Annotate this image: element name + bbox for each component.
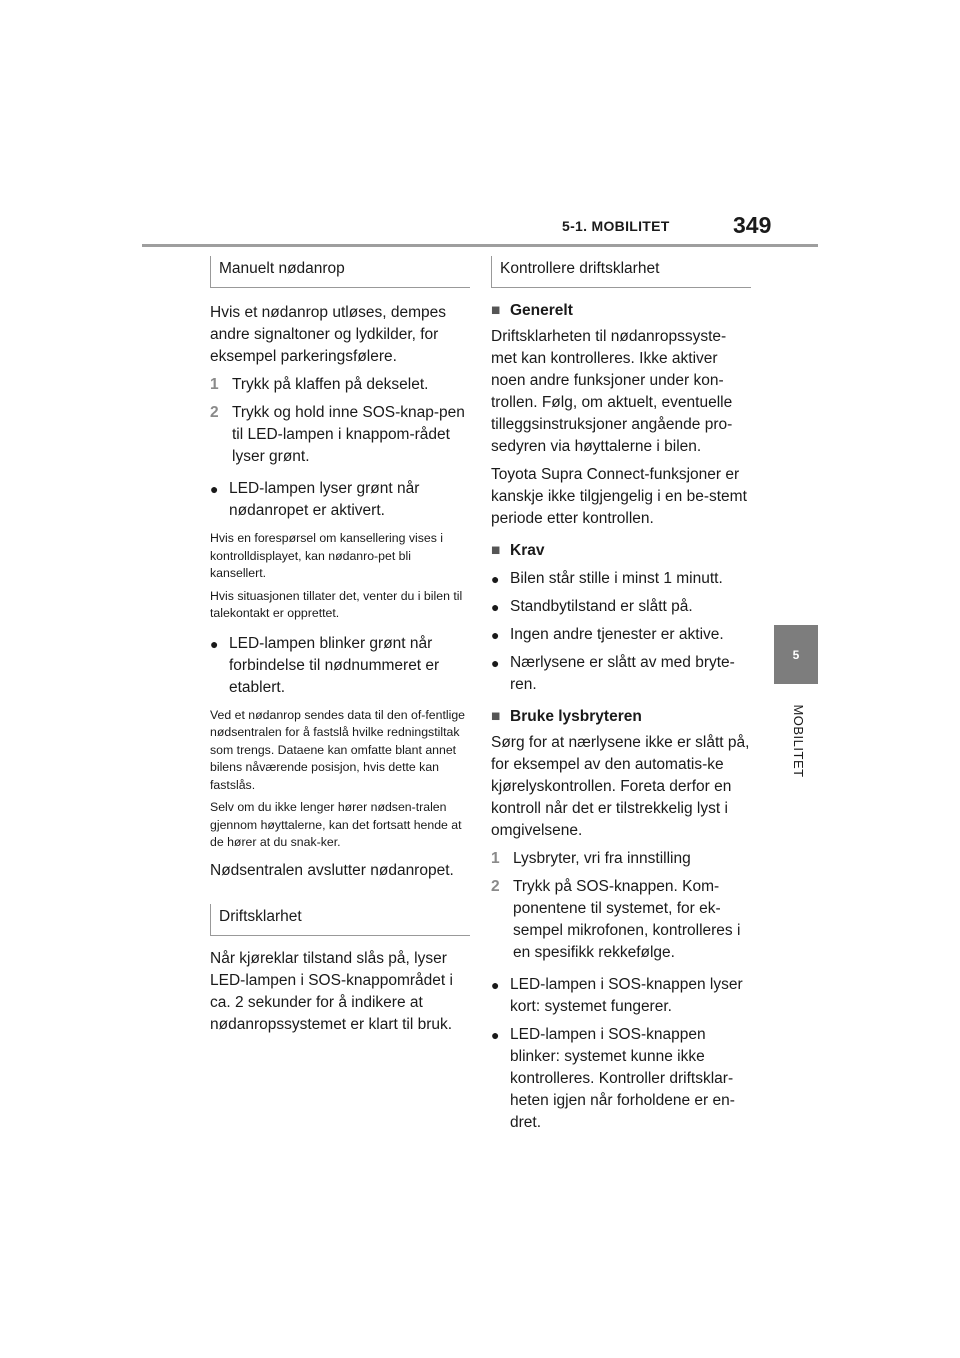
bullet-dot-icon: ● xyxy=(491,977,500,993)
subheading-general xyxy=(491,300,751,322)
bullet-item xyxy=(491,652,751,696)
bullet-text: Ingen andre tjenester er aktive. xyxy=(510,626,724,643)
step-item xyxy=(491,876,751,964)
bullet-item xyxy=(491,974,751,1018)
section-heading-check-readiness: Kontrollere driftsklarhet xyxy=(491,256,751,288)
left-column xyxy=(210,256,470,1036)
section-heading-readiness: Driftsklarhet xyxy=(210,904,470,936)
step-number: 2 xyxy=(491,878,500,895)
bullet-item xyxy=(491,1024,751,1134)
bullet-text: LED-lampen blinker grønt når forbindelse til nødnummeret er etablert. xyxy=(229,634,440,696)
step-number: 2 xyxy=(210,404,219,421)
square-bullet-icon: ■ xyxy=(491,708,501,725)
bullet-dot-icon: ● xyxy=(491,571,500,587)
intro-paragraph: Hvis et nødanrop utløses, dempes andre signaltoner og lydkilder, for eksempel parkeringsfølere. xyxy=(210,304,447,365)
bullet-dot-icon: ● xyxy=(210,635,219,652)
step-text: Trykk og hold inne SOS-knap-pen til LED-lampen i knappom-rådet lyser grønt. xyxy=(232,404,465,465)
section-heading-manual-call: Manuelt nødanrop xyxy=(210,256,470,288)
step-item xyxy=(210,374,470,396)
step-text: Trykk på klaffen på dekselet. xyxy=(232,376,429,393)
bullet-item xyxy=(491,596,751,618)
general-paragraph: Toyota Supra Connect-funksjoner er kanskje ikke tilgjengelig i en be-stemt periode etter kontrollen. xyxy=(491,466,747,527)
square-bullet-icon: ■ xyxy=(491,542,501,559)
note-paragraph: Ved et nødanrop sendes data til den of-fentlige nødsentralen for å fastslå hvilke redningstiltak som trengs. Dataene kan omfatte blant annet bilens nåværende posisjon, hvis dette kan fastslås. xyxy=(210,707,465,792)
step-number: 1 xyxy=(491,850,500,867)
bullet-dot-icon: ● xyxy=(491,1027,500,1043)
chapter-tab: 5 xyxy=(774,625,818,684)
header-divider xyxy=(142,244,818,247)
subheading-text: Generelt xyxy=(510,302,573,319)
bullet-text: Standbytilstand er slått på. xyxy=(510,598,693,615)
bullet-text: LED-lampen lyser grønt når nødanropet er aktivert. xyxy=(229,480,420,519)
right-column xyxy=(491,256,751,1134)
bullet-item xyxy=(491,568,751,590)
step-number: 1 xyxy=(210,376,219,393)
subheading-light-switch xyxy=(491,706,751,728)
step-item xyxy=(210,402,470,468)
bullet-text: Nærlysene er slått av med bryte-ren. xyxy=(510,654,735,693)
note-paragraph: Hvis situasjonen tillater det, venter du i bilen til talekontakt er opprettet. xyxy=(210,588,463,620)
bullet-item xyxy=(491,624,751,646)
page-number: 349 xyxy=(733,212,772,238)
bullet-dot-icon: ● xyxy=(491,655,500,671)
readiness-paragraph: Når kjøreklar tilstand slås på, lyser LED-lampen i SOS-knappområdet i ca. 2 sekunder for å indikere at nødanropssystemet er klart til bruk. xyxy=(210,949,453,1033)
note-paragraph: Hvis en forespørsel om kansellering vises i kontrolldisplayet, kan nødanro-pet bli kansellert. xyxy=(210,531,444,580)
bullet-text: LED-lampen i SOS-knappen blinker: systemet kunne ikke kontrolleres. Kontroller driftsklar-heten igjen når forholdene er en-dret. xyxy=(510,1026,735,1131)
switch-paragraph: Sørg for at nærlysene ikke er slått på, for eksempel av den automatis-ke kjørelyskontrollen. Foreta derfor en kontroll når det er tilstrekkelig lyst i omgivelsene. xyxy=(491,734,750,839)
bullet-dot-icon: ● xyxy=(210,481,219,497)
subheading-text: Bruke lysbryteren xyxy=(510,708,642,725)
subheading-requirements xyxy=(491,540,751,562)
general-paragraph: Driftsklarheten til nødanropssyste-met kan kontrolleres. Ikke aktiver noen andre funksjoner under kon-trollen. Følg, om aktuelt, eventuelle tilleggsinstruksjoner angående pro-sedyren via høyttalerne i bilen. xyxy=(491,328,733,455)
bullet-dot-icon: ● xyxy=(491,627,500,643)
bullet-text: Bilen står stille i minst 1 minutt. xyxy=(510,570,723,587)
note-paragraph: Selv om du ikke lenger hører nødsen-tralen gjennom høyttalerne, kan det fortsatt hende at de hører at du snak-ker. xyxy=(210,800,462,849)
closing-paragraph: Nødsentralen avslutter nødanropet. xyxy=(210,861,454,879)
bullet-item xyxy=(210,633,470,699)
square-bullet-icon: ■ xyxy=(491,302,501,319)
subheading-text: Krav xyxy=(510,542,545,559)
step-text: Trykk på SOS-knappen. Kom-ponentene til systemet, for ek-sempel mikrofonen, kontrolleres i en spesifikk rekkefølge. xyxy=(513,878,741,961)
bullet-item xyxy=(210,478,470,522)
bullet-dot-icon: ● xyxy=(491,599,500,615)
step-text: Lysbryter, vri fra innstilling xyxy=(513,850,691,867)
section-title: 5-1. MOBILITET xyxy=(562,218,670,234)
step-item xyxy=(491,848,751,870)
chapter-label: MOBILITET xyxy=(791,704,806,778)
bullet-text: LED-lampen i SOS-knappen lyser kort: systemet fungerer. xyxy=(510,976,743,1015)
